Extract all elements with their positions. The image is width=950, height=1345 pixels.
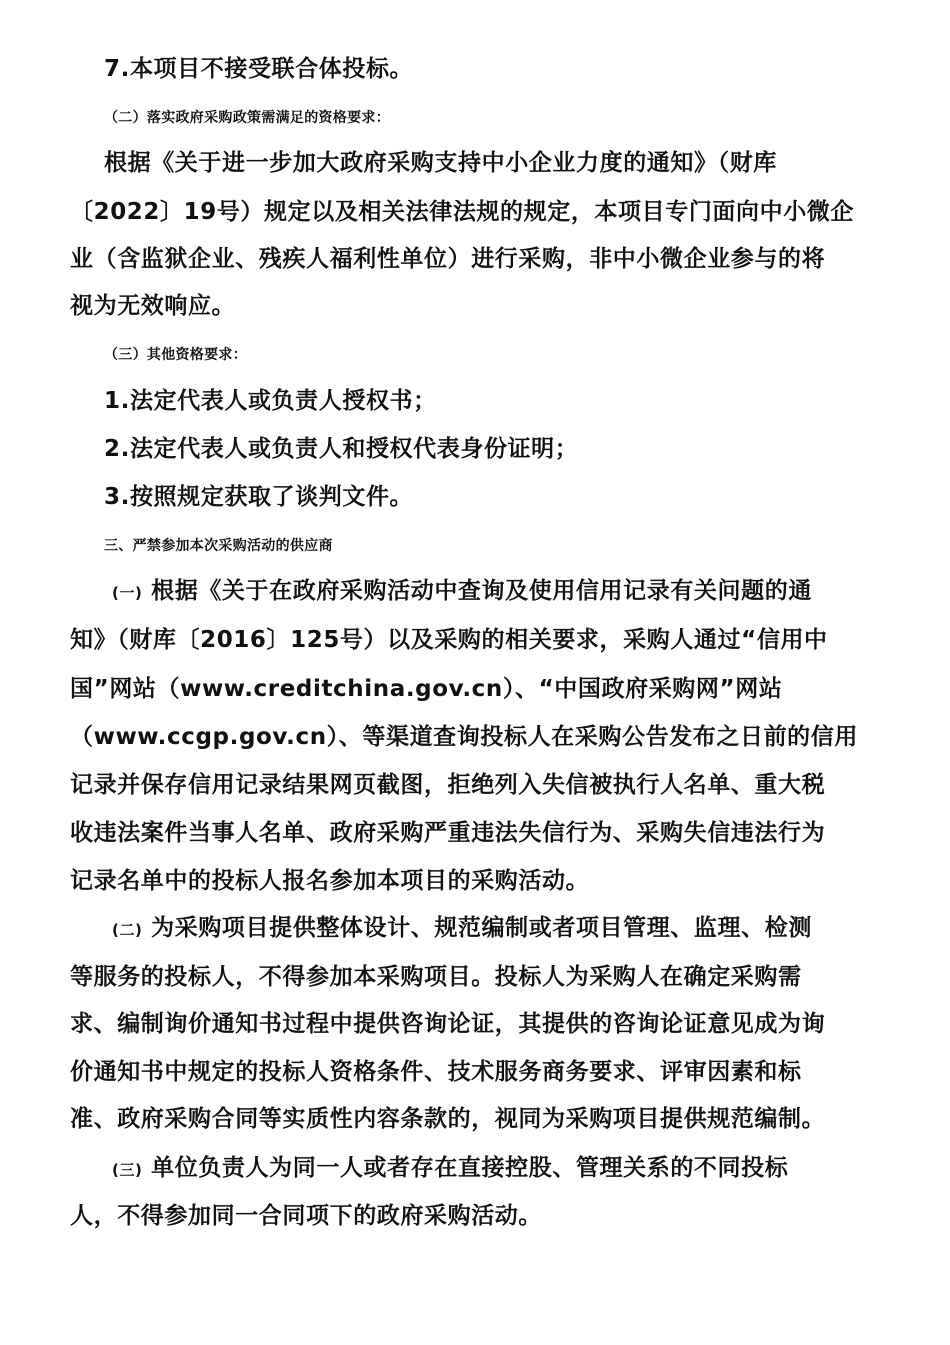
paragraph-line: (一) 根据《关于在政府采购活动中查询及使用信用记录有关问题的通 xyxy=(112,578,812,604)
paragraph-line: (三) 单位负责人为同一人或者存在直接控股、管理关系的不同投标 xyxy=(112,1155,789,1181)
item-marker: (三) xyxy=(112,1161,143,1179)
paragraph-line: (二) 为采购项目提供整体设计、规范编制或者项目管理、监理、检测 xyxy=(112,915,812,941)
paragraph-line: 知》（财库〔2016〕125号）以及采购的相关要求，采购人通过“信用中 xyxy=(70,627,828,653)
paragraph-line: 人，不得参加同一合同项下的政府采购活动。 xyxy=(70,1203,542,1229)
paragraph-line: 记录并保存信用记录结果网页截图，拒绝列入失信被执行人名单、重大税 xyxy=(70,772,826,798)
paragraph-line: 等服务的投标人，不得参加本采购项目。投标人为采购人在确定采购需 xyxy=(70,964,802,990)
item-marker: (二) xyxy=(112,921,143,939)
paragraph-line: 收违法案件当事人名单、政府采购严重违法失信行为、采购失信违法行为 xyxy=(70,820,826,846)
subsection-heading-2: （二）落实政府采购政策需满足的资格要求： xyxy=(104,110,390,126)
paragraph-line: 根据《关于进一步加大政府采购支持中小企业力度的通知》（财库 xyxy=(104,150,777,176)
paragraph-line: 业（含监狱企业、残疾人福利性单位）进行采购，非中小微企业参与的将 xyxy=(70,246,826,272)
paragraph-line: 视为无效响应。 xyxy=(70,293,236,319)
paragraph-line: 价通知书中规定的投标人资格条件、技术服务商务要求、评审因素和标 xyxy=(70,1059,802,1085)
paragraph-line: 国”网站（www.creditchina.gov.cn）、“中国政府采购网”网站 xyxy=(70,676,783,702)
list-item: 3.按照规定获取了谈判文件。 xyxy=(104,484,414,510)
list-item: 1.法定代表人或负责人授权书； xyxy=(104,388,437,414)
section-heading-3: 三、严禁参加本次采购活动的供应商 xyxy=(104,538,333,554)
paragraph-line: （www.ccgp.gov.cn）、等渠道查询投标人在采购公告发布之日前的信用 xyxy=(70,724,858,750)
paragraph-line: 求、编制询价通知书过程中提供咨询论证，其提供的咨询论证意见成为询 xyxy=(70,1011,826,1037)
paragraph-line: 准、政府采购合同等实质性内容条款的，视同为采购项目提供规范编制。 xyxy=(70,1106,826,1132)
subsection-heading-3: （三）其他资格要求： xyxy=(104,347,247,363)
clause-7: 7.本项目不接受联合体投标。 xyxy=(104,56,414,82)
paragraph-line: 记录名单中的投标人报名参加本项目的采购活动。 xyxy=(70,868,590,894)
paragraph-line: 〔2022〕19号）规定以及相关法律法规的规定，本项目专门面向中小微企 xyxy=(70,199,855,225)
item-marker: (一) xyxy=(112,584,143,602)
list-item: 2.法定代表人或负责人和授权代表身份证明； xyxy=(104,436,579,462)
